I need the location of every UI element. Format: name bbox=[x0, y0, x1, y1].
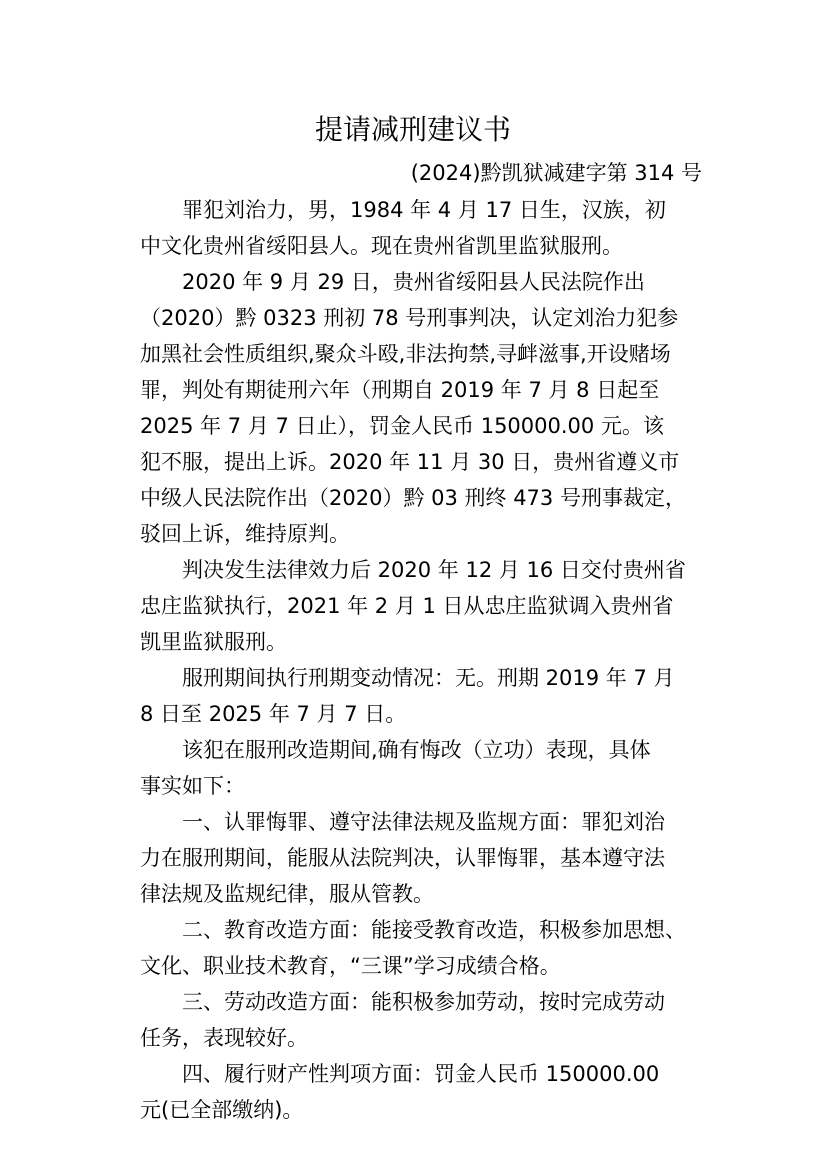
paragraph-line: 罪犯刘治力，男，1984 年 4 月 17 日生，汉族，初 bbox=[182, 198, 666, 222]
paragraph-line: 三、劳动改造方面：能积极参加劳动，按时完成劳动 bbox=[182, 990, 665, 1014]
paragraph-line: 凯里监狱服刑。 bbox=[140, 630, 287, 654]
paragraph-line: 中级人民法院作出（2020）黔 03 刑终 473 号刑事裁定， bbox=[140, 486, 686, 510]
document-number: (2024)黔凯狱减建字第 314 号 bbox=[410, 161, 702, 185]
paragraph-line: 文化、职业技术教育，“三课”学习成绩合格。 bbox=[140, 954, 561, 978]
paragraph-line: 二、教育改造方面：能接受教育改造，积极参加思想、 bbox=[182, 918, 686, 942]
paragraph-line: 2025 年 7 月 7 日止），罚金人民币 150000.00 元。该 bbox=[140, 414, 664, 438]
document-body bbox=[140, 192, 710, 1128]
paragraph-line: 罪，判处有期徒刑六年（刑期自 2019 年 7 月 8 日起至 bbox=[140, 378, 660, 402]
paragraph-line: 四、履行财产性判项方面：罚金人民币 150000.00 bbox=[182, 1062, 660, 1086]
paragraph-line: 犯不服，提出上诉。2020 年 11 月 30 日，贵州省遵义市 bbox=[140, 450, 680, 474]
paragraph bbox=[140, 732, 710, 804]
paragraph bbox=[140, 1056, 710, 1128]
paragraph-line: （2020）黔 0323 刑初 78 号刑事判决，认定刘治力犯参 bbox=[140, 306, 679, 330]
paragraph bbox=[140, 660, 710, 732]
paragraph-line: 判决发生法律效力后 2020 年 12 月 16 日交付贵州省 bbox=[182, 558, 686, 582]
paragraph-line: 律法规及监规纪律，服从管教。 bbox=[140, 882, 434, 906]
paragraph-line: 8 日至 2025 年 7 月 7 日。 bbox=[140, 702, 407, 726]
paragraph-line: 驳回上诉，维持原判。 bbox=[140, 522, 350, 546]
paragraph-line: 忠庄监狱执行，2021 年 2 月 1 日从忠庄监狱调入贵州省 bbox=[140, 594, 674, 618]
paragraph bbox=[140, 912, 710, 984]
paragraph-line: 加黑社会性质组织,聚众斗殴,非法拘禁,寻衅滋事,开设赌场 bbox=[140, 342, 671, 366]
paragraph bbox=[140, 264, 710, 552]
paragraph bbox=[140, 984, 710, 1056]
paragraph-line: 中文化贵州省绥阳县人。现在贵州省凯里监狱服刑。 bbox=[140, 234, 623, 258]
paragraph bbox=[140, 192, 710, 264]
paragraph-line: 2020 年 9 月 29 日，贵州省绥阳县人民法院作出 bbox=[182, 270, 645, 294]
paragraph-line: 力在服刑期间，能服从法院判决，认罪悔罪，基本遵守法 bbox=[140, 846, 665, 870]
document-title: 提请减刑建议书 bbox=[314, 113, 511, 146]
paragraph bbox=[140, 552, 710, 660]
paragraph-line: 事实如下： bbox=[140, 774, 245, 798]
paragraph-line: 任务，表现较好。 bbox=[140, 1026, 308, 1050]
paragraph-line: 服刑期间执行刑期变动情况：无。刑期 2019 年 7 月 bbox=[182, 666, 675, 690]
paragraph-line: 一、认罪悔罪、遵守法律法规及监规方面：罪犯刘治 bbox=[182, 810, 665, 834]
paragraph bbox=[140, 804, 710, 912]
paragraph-line: 该犯在服刑改造期间,确有悔改（立功）表现，具体 bbox=[182, 738, 651, 762]
paragraph-line: 元(已全部缴纳)。 bbox=[140, 1098, 304, 1122]
